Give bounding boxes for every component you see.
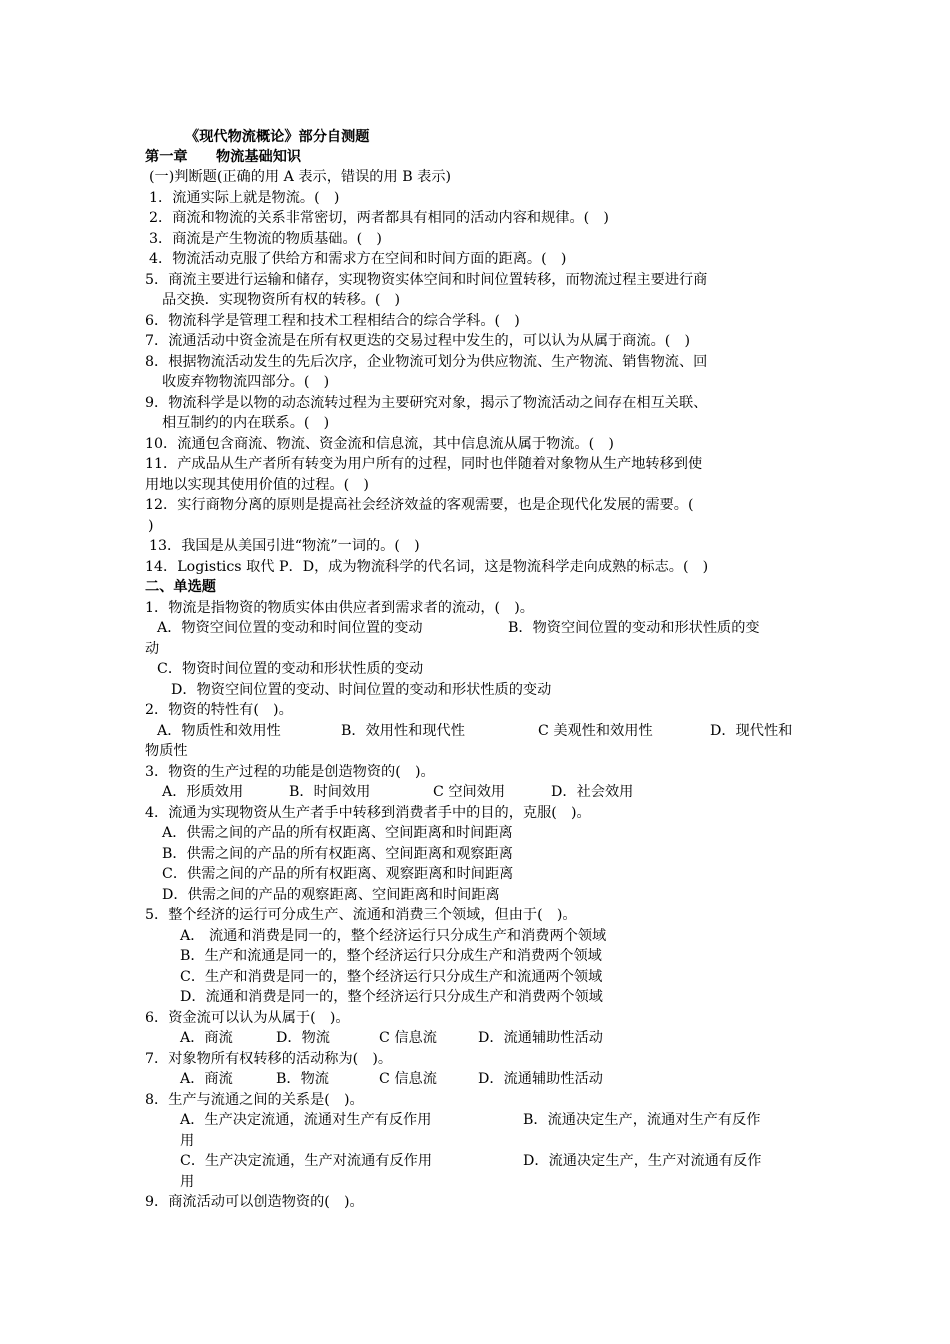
judge-item-continued: 收废弃物物流四部分。( ) <box>162 374 330 390</box>
judge-item: 10．流通包含商流、物流、资金流和信息流，其中信息流从属于物流。( ) <box>145 436 614 452</box>
question-stem: 9．商流活动可以创造物资的( )。 <box>145 1194 364 1210</box>
judge-item: 5．商流主要进行运输和储存，实现物资实体空间和时间位置转移，而物流过程主要进行商 <box>145 272 708 288</box>
option-b-continued: 用 <box>180 1133 195 1149</box>
option-b: D．物流 <box>276 1030 330 1046</box>
option-c: C．生产决定流通，生产对流通有反作用 <box>180 1153 433 1169</box>
option-d-continued: 用 <box>180 1174 195 1190</box>
question-stem: 6．资金流可以认为从属于( )。 <box>145 1010 350 1026</box>
option-a: A．物资空间位置的变动和时间位置的变动 <box>157 620 423 636</box>
judge-item: 6．物流科学是管理工程和技术工程相结合的综合学科。( ) <box>145 313 520 329</box>
option-c: C 空间效用 <box>433 784 506 800</box>
option-d-continued: 物质性 <box>145 743 188 759</box>
judge-item: 11．产成品从生产者所有转变为用户所有的过程，同时也伴随着对象物从生产地转移到使 <box>145 456 703 472</box>
document-title: 《现代物流概论》部分自测题 <box>185 129 370 145</box>
judge-item: 9．物流科学是以物的动态流转过程为主要研究对象，揭示了物流活动之间存在相互关联、 <box>145 395 708 411</box>
question-stem: 7．对象物所有权转移的活动称为( )。 <box>145 1051 393 1067</box>
single-choice-heading: 二、单选题 <box>145 579 216 595</box>
judge-item: 8．根据物流活动发生的先后次序，企业物流可划分为供应物流、生产物流、销售物流、回 <box>145 354 708 370</box>
question-stem: 4．流通为实现物资从生产者手中转移到消费者手中的目的，克服( )。 <box>145 805 591 821</box>
judge-item: 14．Logistics 取代 P．D，成为物流科学的代名词，这是物流科学走向成熟的标志。( ) <box>145 559 709 575</box>
option-c: C 信息流 <box>379 1030 437 1046</box>
option-d: D．流通辅助性活动 <box>478 1030 603 1046</box>
question-stem: 5．整个经济的运行可分成生产、流通和消费三个领域，但由于( )。 <box>145 907 577 923</box>
judge-item: 1．流通实际上就是物流。( ) <box>149 190 340 206</box>
judge-heading: (一)判断题(正确的用 A 表示，错误的用 B 表示) <box>149 169 452 185</box>
option-c: C．物资时间位置的变动和形状性质的变动 <box>157 661 424 677</box>
option-a: A．商流 <box>180 1071 233 1087</box>
option-c: C 美观性和效用性 <box>538 723 653 739</box>
option-a: A．供需之间的产品的所有权距离、空间距离和时间距离 <box>162 825 513 841</box>
option-a: A．物质性和效用性 <box>157 723 281 739</box>
option-d: D．社会效用 <box>551 784 634 800</box>
option-d: D．供需之间的产品的观察距离、空间距离和时间距离 <box>162 887 500 903</box>
option-b: B．物资空间位置的变动和形状性质的变 <box>508 620 760 636</box>
option-b: B．时间效用 <box>289 784 371 800</box>
option-a: A．商流 <box>180 1030 233 1046</box>
option-b: B．供需之间的产品的所有权距离、空间距离和观察距离 <box>162 846 513 862</box>
option-c: C 信息流 <box>379 1071 437 1087</box>
option-b: B．物流 <box>276 1071 329 1087</box>
chapter-heading: 第一章 物流基础知识 <box>145 149 302 165</box>
judge-item: 3．商流是产生物流的物质基础。( ) <box>149 231 382 247</box>
judge-item-continued: ) <box>148 518 154 534</box>
option-b: B．效用性和现代性 <box>341 723 465 739</box>
option-b: B．生产和流通是同一的，整个经济运行只分成生产和消费两个领域 <box>180 948 602 964</box>
question-stem: 8．生产与流通之间的关系是( )。 <box>145 1092 364 1108</box>
question-stem: 1．物流是指物资的物质实体由供应者到需求者的流动，( )。 <box>145 600 534 616</box>
option-a: A．形质效用 <box>162 784 244 800</box>
judge-item: 13．我国是从美国引进“物流”一词的。( ) <box>149 538 420 554</box>
option-c: C．供需之间的产品的所有权距离、观察距离和时间距离 <box>162 866 514 882</box>
option-a: A．生产决定流通，流通对生产有反作用 <box>180 1112 432 1128</box>
option-c: C．生产和消费是同一的，整个经济运行只分成生产和流通两个领域 <box>180 969 603 985</box>
judge-item: 7．流通活动中资金流是在所有权更迭的交易过程中发生的，可以认为从属于商流。( ) <box>145 333 691 349</box>
judge-item-continued: 品交换．实现物资所有权的转移。( ) <box>162 292 401 308</box>
question-stem: 3．物资的生产过程的功能是创造物资的( )。 <box>145 764 435 780</box>
option-d: D．物资空间位置的变动、时间位置的变动和形状性质的变动 <box>171 682 552 698</box>
judge-item: 4．物流活动克服了供给方和需求方在空间和时间方面的距离。( ) <box>149 251 567 267</box>
option-d: D．流通决定生产，生产对流通有反作 <box>523 1153 762 1169</box>
option-a: A． 流通和消费是同一的，整个经济运行只分成生产和消费两个领域 <box>180 928 607 944</box>
option-d: D．流通和消费是同一的，整个经济运行只分成生产和消费两个领域 <box>180 989 603 1005</box>
option-d: D．现代性和 <box>710 723 793 739</box>
judge-item: 2．商流和物流的关系非常密切，两者都具有相同的活动内容和规律。( ) <box>149 210 609 226</box>
judge-item-continued: 用地以实现其使用价值的过程。( ) <box>145 477 369 493</box>
option-b-continued: 动 <box>145 641 160 657</box>
question-stem: 2．物资的特性有( )。 <box>145 702 293 718</box>
option-b: B．流通决定生产，流通对生产有反作 <box>523 1112 761 1128</box>
judge-item-continued: 相互制约的内在联系。( ) <box>162 415 330 431</box>
option-d: D．流通辅助性活动 <box>478 1071 603 1087</box>
judge-item: 12．实行商物分离的原则是提高社会经济效益的客观需要，也是企现代化发展的需要。( <box>145 497 694 513</box>
